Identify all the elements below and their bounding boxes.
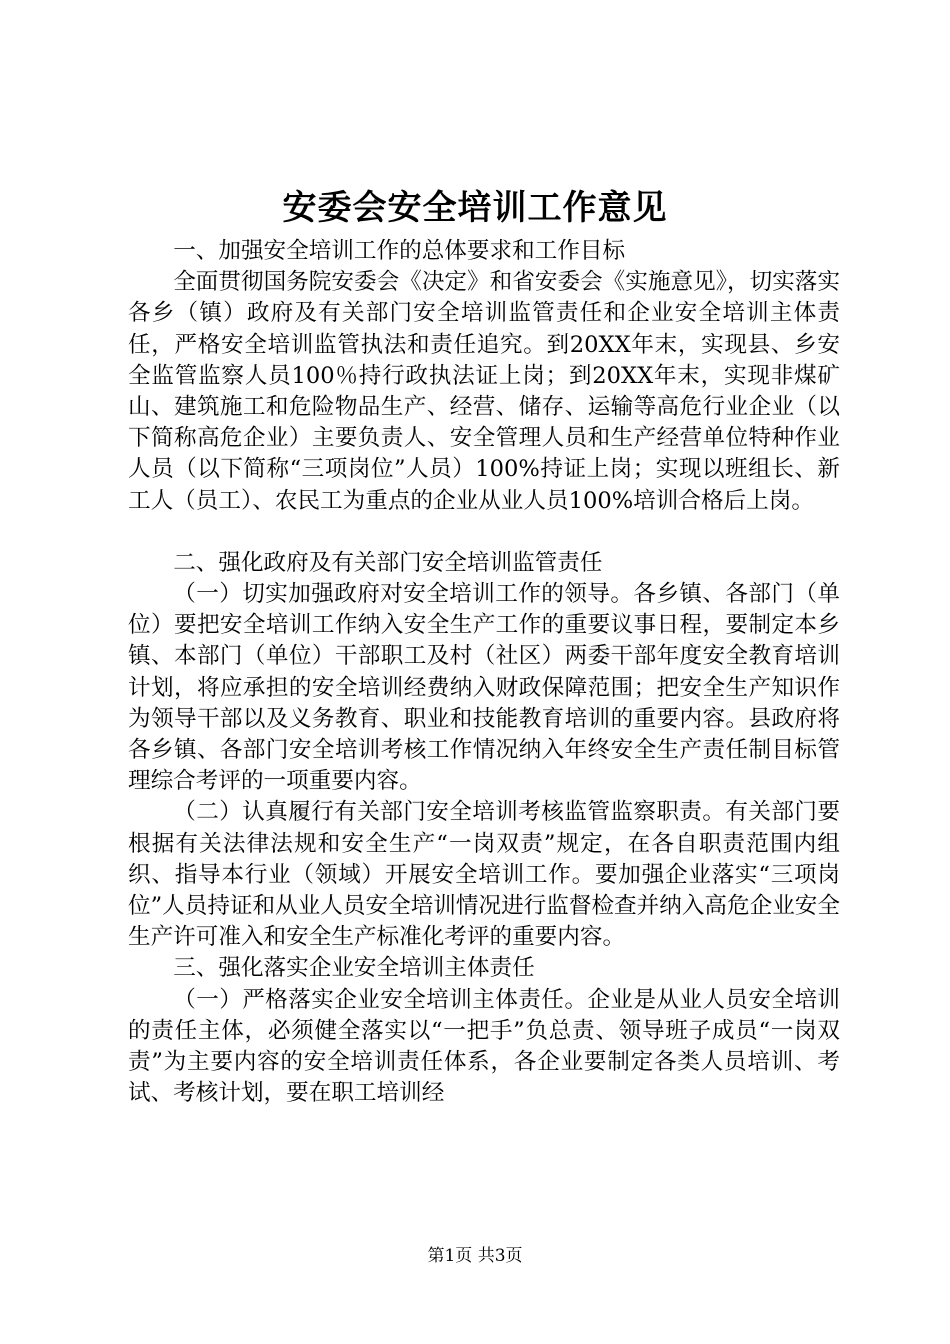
section-heading-2: 二、强化政府及有关部门安全培训监管责任 (173, 549, 603, 576)
section-heading-3: 三、强化落实企业安全培训主体责任 (173, 955, 535, 982)
paragraph-2-2: （二）认真履行有关部门安全培训考核监管监察职责。有关部门要根据有关法律法规和安全生产“一岗双责”规定，在各自职责范围内组织、指导本行业（领域）开展安全培训工作。要加强企业落实“三项岗位”人员持证和从业人员安全培训情况进行监督检查并纳入高危企业安全生产许可准入和安全生产标准化考评的重要内容。 (128, 799, 840, 951)
paragraph-3-1: （一）严格落实企业安全培训主体责任。企业是从业人员安全培训的责任主体，必须健全落实以“一把手”负总责、领导班子成员“一岗双责”为主要内容的安全培训责任体系，各企业要制定各类人员培训、考试、考核计划，要在职工培训经 (128, 986, 840, 1107)
section-heading-1: 一、加强安全培训工作的总体要求和工作目标 (173, 238, 626, 264)
document-body (128, 236, 840, 1109)
document-title: 安委会安全培训工作意见 (282, 188, 668, 228)
paragraph-1: 全面贯彻国务院安委会《决定》和省安委会《实施意见》，切实落实各乡（镇）政府及有关部门安全培训监管责任和企业安全培训主体责任，严格安全培训监管执法和责任追究。到20XX年末，实现县、乡安全监管监察人员100％持行政执法证上岗；到20XX年末，实现非煤矿山、建筑施工和危险物品生产、经营、储存、运输等高危行业企业（以下简称高危企业）主要负责人、安全管理人员和生产经营单位特种作业人员（以下简称“三项岗位”人员）100%持证上岗；实现以班组长、新工人（员工）、农民工为重点的企业从业人员100%培训合格后上岗。 (128, 269, 840, 514)
paragraph-2-1: （一）切实加强政府对安全培训工作的领导。各乡镇、各部门（单位）要把安全培训工作纳入安全生产工作的重要议事日程，要制定本乡镇、本部门（单位）干部职工及村（社区）两委干部年度安全教育培训计划，将应承担的安全培训经费纳入财政保障范围；把安全生产知识作为领导干部以及义务教育、职业和技能教育培训的重要内容。县政府将各乡镇、各部门安全培训考核工作情况纳入年终安全生产责任制目标管理综合考评的一项重要内容。 (128, 581, 840, 795)
page-number: 第1页 共3页 (427, 1246, 523, 1266)
